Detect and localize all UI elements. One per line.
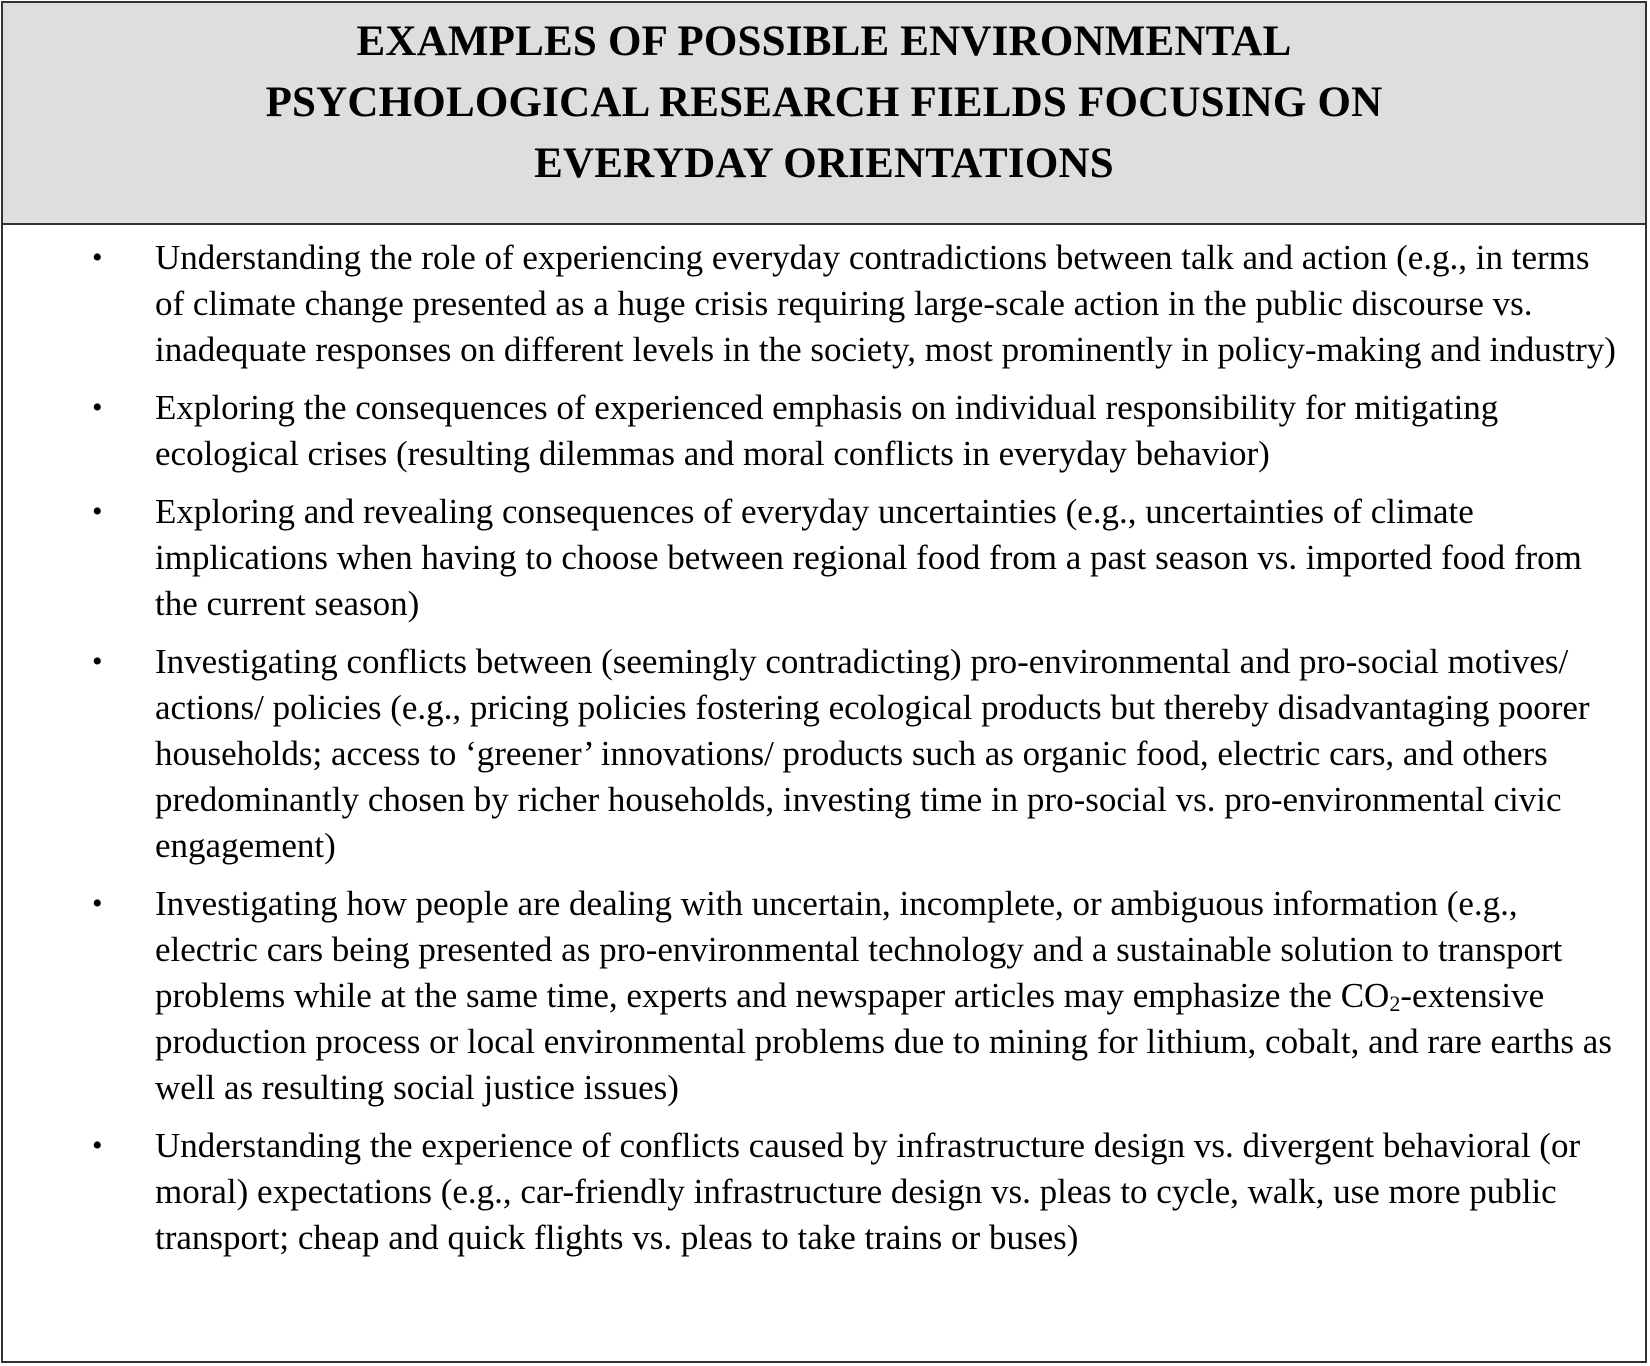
- item-text-before: Investigating how people are dealing with uncertain, incomplete, or ambiguous information (e.g., electric cars being presented as pro-environmental technology and a sustainable solution to transport problems while at the same time, experts and newspaper articles may emphasize the CO: [155, 884, 1563, 1015]
- item-text: Investigating conflicts between (seemingly contradicting) pro-environmental and pro-social motives/ actions/ policies (e.g., pricing policies fostering ecological products but thereby disadvantaging poorer households; access to ‘greener’ innovations/ products such as organic food, electric cars, and others predominantly chosen by richer households, investing time in pro-social vs. pro-environmental civic engagement): [155, 642, 1590, 865]
- list-item: [3, 235, 1625, 373]
- bullet-icon: •: [92, 645, 103, 678]
- bullet-icon: •: [92, 1129, 103, 1162]
- title-line-3: EVERYDAY ORIENTATIONS: [534, 140, 1114, 187]
- bullet-icon: •: [92, 241, 103, 274]
- co2-subscript: 2: [1389, 991, 1401, 1016]
- bullet-icon: •: [92, 391, 103, 424]
- item-text: Exploring and revealing consequences of everyday uncertainties (e.g., uncertainties of climate implications when having to choose between regional food from a past season vs. imported food from the current season): [155, 492, 1582, 623]
- item-text: Understanding the experience of conflicts caused by infrastructure design vs. divergent behavioral (or moral) expectations (e.g., car-friendly infrastructure design vs. pleas to cycle, walk, use more public transport; cheap and quick flights vs. pleas to take trains or buses): [155, 1126, 1581, 1257]
- bullet-icon: •: [92, 495, 103, 528]
- title-line-2: PSYCHOLOGICAL RESEARCH FIELDS FOCUSING ON: [265, 79, 1383, 126]
- list-item: [3, 489, 1625, 627]
- item-text: Understanding the role of experiencing everyday contradictions between talk and action (e.g., in terms of climate change presented as a huge crisis requiring large-scale action in the public discourse vs. inadequate responses on different levels in the society, most prominently in policy-making and industry): [155, 238, 1616, 369]
- list-item: [3, 639, 1625, 869]
- item-text-after: -extensive production process or local environmental problems due to mining for lithium, cobalt, and rare earths as well as resulting social justice issues): [155, 976, 1612, 1107]
- research-fields-list: [3, 225, 1645, 1261]
- table-header: [3, 3, 1645, 225]
- item-text: [155, 884, 1612, 1107]
- list-item: [3, 1123, 1625, 1261]
- list-item: [3, 881, 1625, 1111]
- item-text: Exploring the consequences of experienced emphasis on individual responsibility for mitigating ecological crises (resulting dilemmas and moral conflicts in everyday behavior): [155, 388, 1499, 473]
- table-box: [1, 1, 1647, 1363]
- title-line-1: EXAMPLES OF POSSIBLE ENVIRONMENTAL: [356, 18, 1292, 65]
- bullet-icon: •: [92, 887, 103, 920]
- list-item: [3, 385, 1625, 477]
